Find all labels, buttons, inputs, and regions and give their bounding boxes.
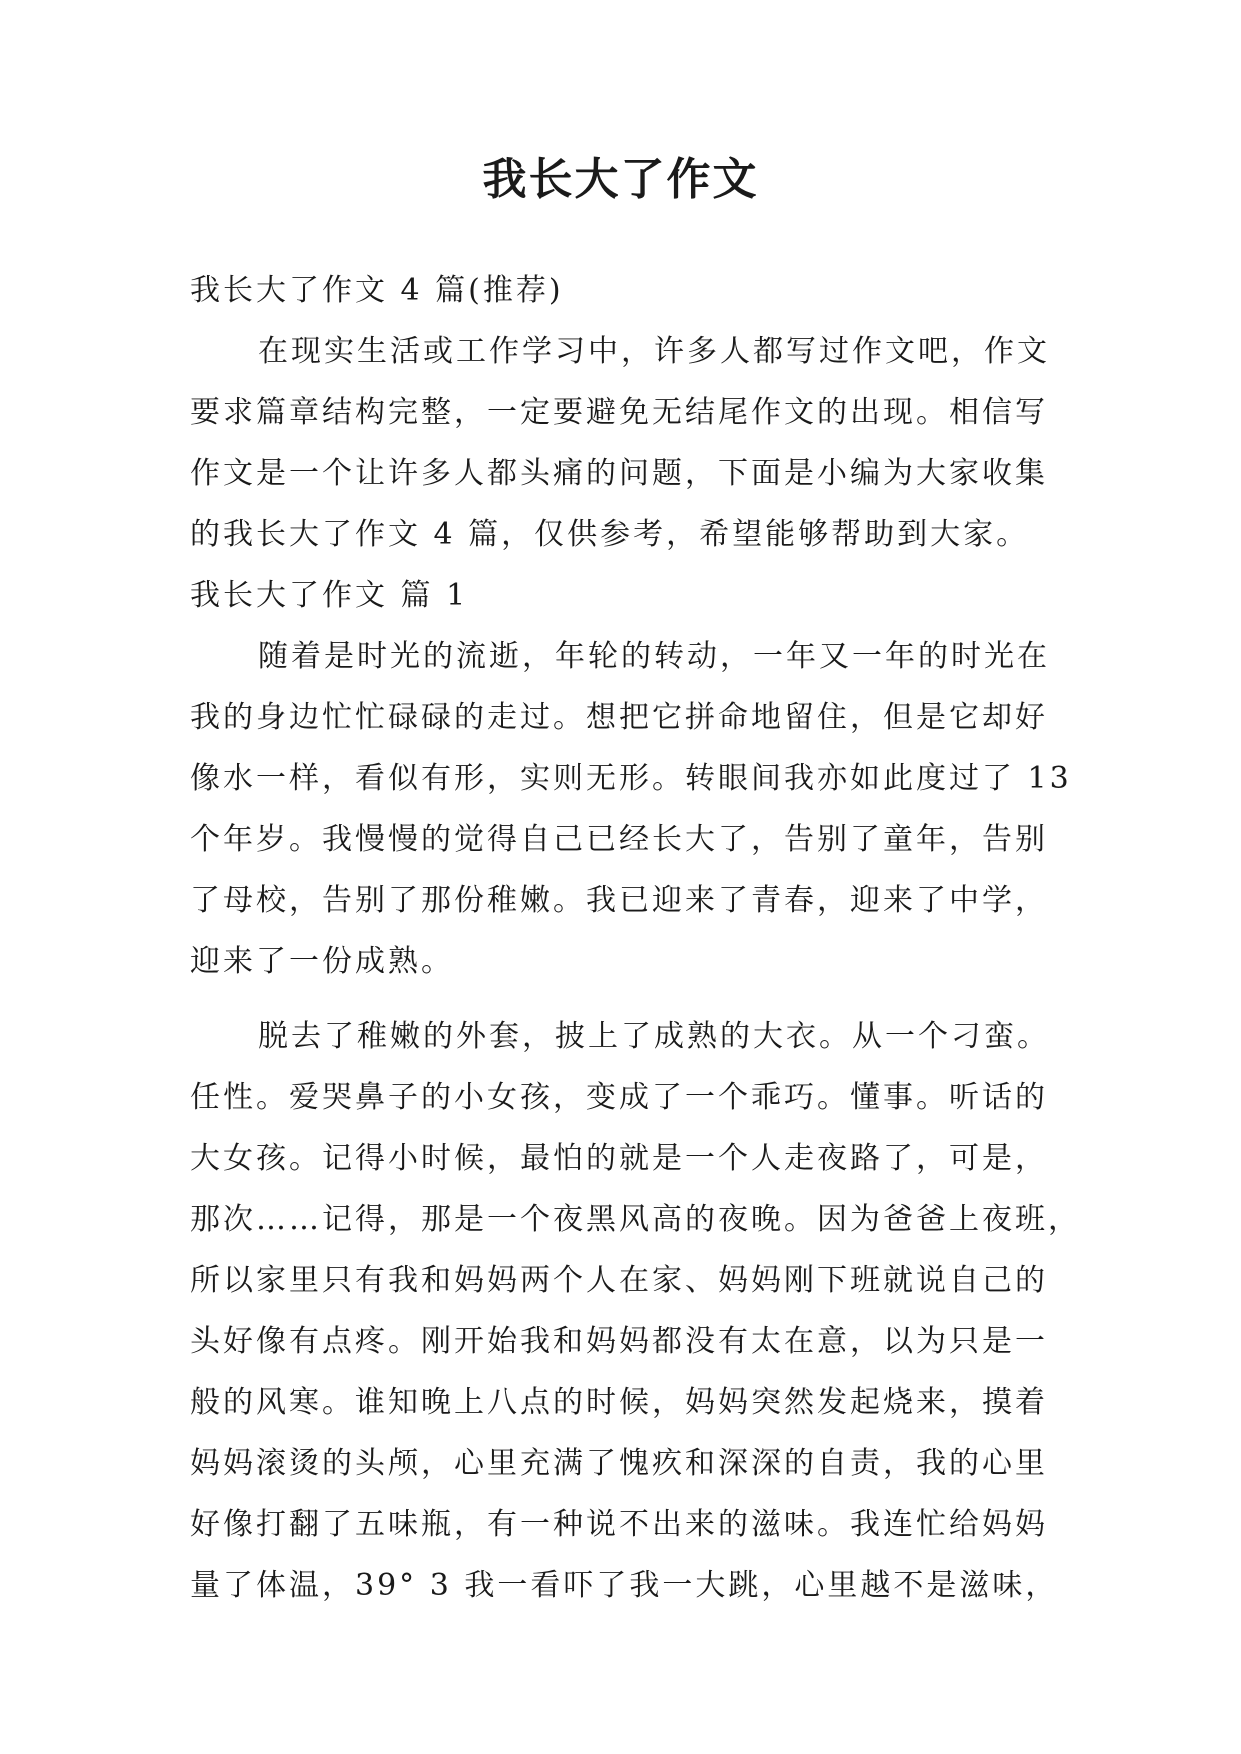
paragraph-line: 随着是时光的流逝，年轮的转动，一年又一年的时光在 bbox=[258, 639, 1050, 674]
paragraph-line: 量了体温，39° 3 我一看吓了我一大跳，心里越不是滋味， bbox=[190, 1568, 1059, 1603]
intro-paragraph-line: 作文是一个让许多人都头痛的问题，下面是小编为大家收集 bbox=[190, 456, 1048, 491]
paragraph-line: 所以家里只有我和妈妈两个人在家、妈妈刚下班就说自己的 bbox=[190, 1263, 1048, 1298]
paragraph-line: 脱去了稚嫩的外套，披上了成熟的大衣。从一个刁蛮。 bbox=[258, 1019, 1050, 1054]
paragraph-line: 头好像有点疼。刚开始我和妈妈都没有太在意，以为只是一 bbox=[190, 1324, 1048, 1359]
paragraph-line: 个年岁。我慢慢的觉得自己已经长大了，告别了童年，告别 bbox=[190, 822, 1048, 857]
paragraph-line: 了母校，告别了那份稚嫩。我已迎来了青春，迎来了中学， bbox=[190, 883, 1048, 918]
paragraph-line: 好像打翻了五味瓶，有一种说不出来的滋味。我连忙给妈妈 bbox=[190, 1507, 1048, 1542]
paragraph-line: 大女孩。记得小时候，最怕的就是一个人走夜路了，可是， bbox=[190, 1141, 1048, 1176]
paragraph-line: 迎来了一份成熟。 bbox=[190, 944, 454, 979]
subtitle-line: 我长大了作文 4 篇(推荐) bbox=[190, 273, 564, 308]
paragraph-line: 像水一样，看似有形，实则无形。转眼间我亦如此度过了 13 bbox=[190, 761, 1072, 796]
intro-paragraph-line: 在现实生活或工作学习中，许多人都写过作文吧，作文 bbox=[258, 334, 1050, 369]
document-title: 我长大了作文 bbox=[482, 154, 759, 205]
paragraph-line: 那次……记得，那是一个夜黑风高的夜晚。因为爸爸上夜班， bbox=[190, 1202, 1081, 1237]
intro-paragraph-line: 要求篇章结构完整，一定要避免无结尾作文的出现。相信写 bbox=[190, 395, 1048, 430]
paragraph-line: 我的身边忙忙碌碌的走过。想把它拼命地留住，但是它却好 bbox=[190, 700, 1048, 735]
paragraph-line: 般的风寒。谁知晚上八点的时候，妈妈突然发起烧来，摸着 bbox=[190, 1385, 1048, 1420]
intro-paragraph-line: 的我长大了作文 4 篇，仅供参考，希望能够帮助到大家。 bbox=[190, 517, 1030, 552]
document-body bbox=[190, 260, 1081, 1616]
paragraph-line: 妈妈滚烫的头颅，心里充满了愧疚和深深的自责，我的心里 bbox=[190, 1446, 1048, 1481]
section-heading: 我长大了作文 篇 1 bbox=[190, 578, 469, 613]
paragraph-line: 任性。爱哭鼻子的小女孩，变成了一个乖巧。懂事。听话的 bbox=[190, 1080, 1048, 1115]
